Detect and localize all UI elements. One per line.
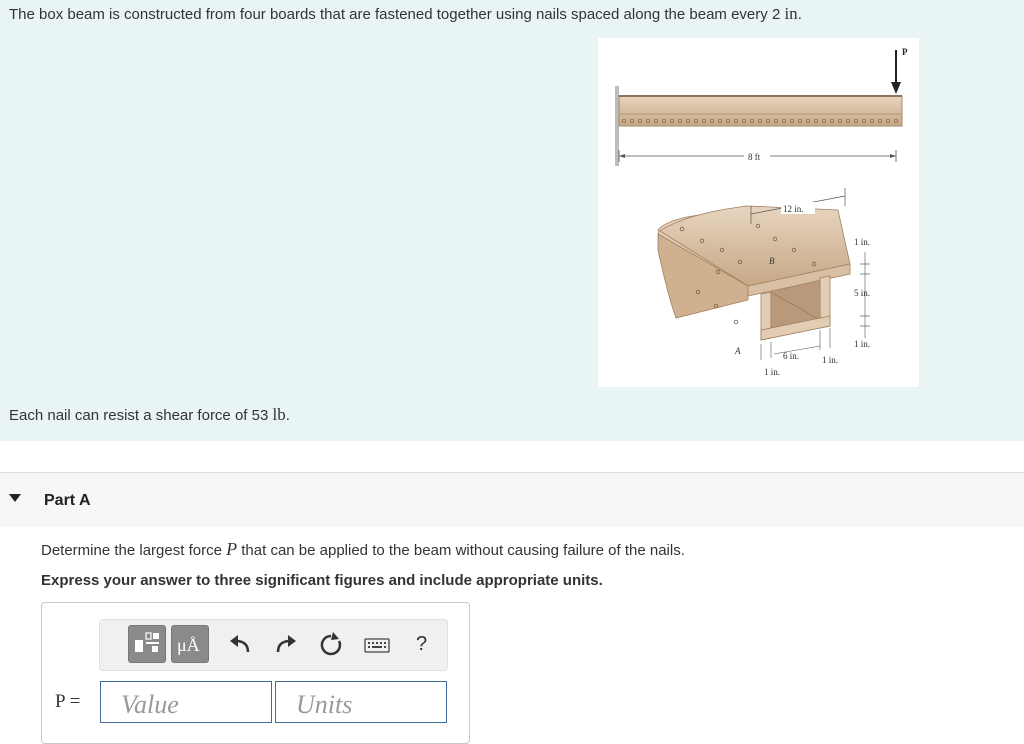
wall-support xyxy=(615,86,619,166)
undo-icon[interactable] xyxy=(226,630,256,660)
intro-text: The box beam is constructed from four boards that are fastened together using nails spaced along the beam every 2 xyxy=(9,6,785,23)
part-a-header[interactable] xyxy=(0,473,1024,527)
top-thickness-label: 1 in. xyxy=(854,237,871,247)
beam xyxy=(619,96,902,126)
point-a-label: A xyxy=(735,346,741,356)
force-unit: lb xyxy=(272,405,286,424)
box-beam-figure xyxy=(598,38,919,387)
answer-instruction: Express your answer to three significant figures and include appropriate units. xyxy=(41,572,603,589)
width-label: 12 in. xyxy=(783,204,804,214)
problem-intro: The box beam is constructed from four boards that are fastened together using nails spaced along the beam every 2 in. xyxy=(9,4,802,23)
units-input[interactable] xyxy=(275,681,447,723)
box-section xyxy=(658,206,850,340)
question-text: Determine the largest force P that can be applied to the beam without causing failure of the nails. xyxy=(41,539,685,559)
templates-button[interactable] xyxy=(128,625,166,663)
redo-icon[interactable] xyxy=(270,630,300,660)
variable-label: P = xyxy=(55,691,81,712)
load-label: P xyxy=(902,47,908,57)
span-label: 8 ft xyxy=(748,152,761,162)
units-button[interactable] xyxy=(171,625,209,663)
reset-icon[interactable] xyxy=(316,630,346,660)
right-wall-label: 1 in. xyxy=(822,355,839,365)
bottom-thickness-label: 1 in. xyxy=(854,339,871,349)
part-title: Part A xyxy=(44,492,91,509)
templates-icon xyxy=(129,626,165,662)
math-toolbar xyxy=(99,619,448,671)
inner-width-label: 6 in. xyxy=(783,351,800,361)
question-variable: P xyxy=(226,539,238,559)
web-height-label: 5 in. xyxy=(854,288,871,298)
collapse-caret-icon[interactable] xyxy=(9,494,21,502)
beam-diagram xyxy=(598,38,919,387)
value-input[interactable] xyxy=(100,681,272,723)
help-button[interactable]: ? xyxy=(416,633,428,655)
answer-panel xyxy=(41,602,470,744)
left-wall-label: 1 in. xyxy=(764,367,781,377)
spacing-unit: in xyxy=(784,4,798,23)
point-b-label: B xyxy=(769,256,775,266)
keyboard-icon[interactable] xyxy=(362,630,392,660)
nail-capacity-text: Each nail can resist a shear force of 53 lb. xyxy=(9,405,290,424)
units-symbol: μÅ xyxy=(177,635,200,655)
load-arrow xyxy=(891,50,901,94)
